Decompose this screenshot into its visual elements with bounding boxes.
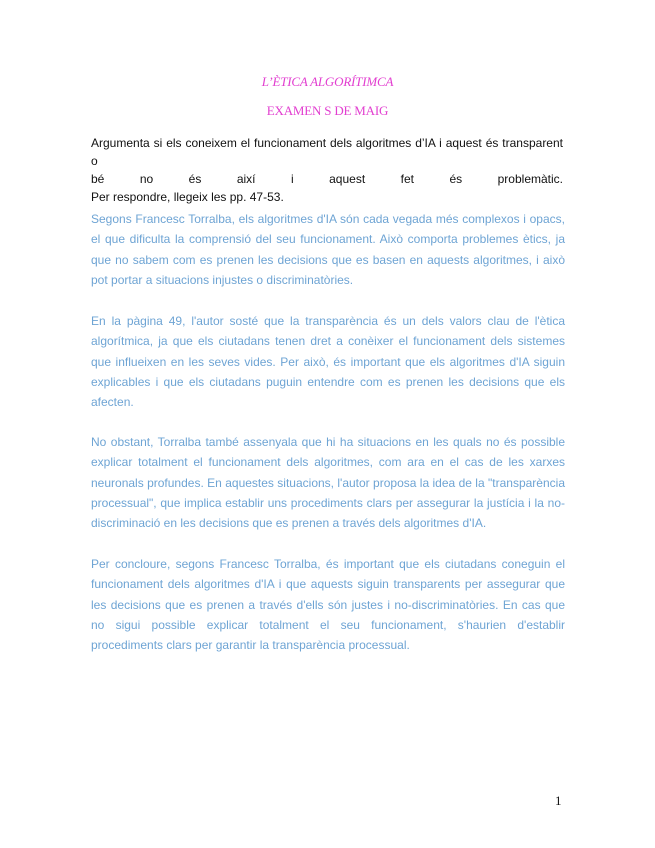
answer-paragraph-2: En la pàgina 49, l'autor sosté que la transparència és un dels valors clau de l'ètica algorítmica, ja que els ciutadans tenen dret a conèixer el funcionament dels sistemes que influeixen en les seves vides. Per això, és important que els algoritmes d'IA siguin explicables i que els ciutadans puguin entendre com es prenen les decisions que els afecten. xyxy=(91,314,565,410)
answer-paragraph-4: Per concloure, segons Francesc Torralba, és important que els ciutadans coneguin el funcionament dels algoritmes d'IA i que aquests siguin transparents per assegurar que les decisions que es prenen a través d'ells són justes i no-discriminatòries. En cas que no sigui possible explicar totalment el seu funcionament, s'haurien d'establir procediments clars per garantir la transparència processual. xyxy=(91,557,565,653)
question-line-2: bé no és així i aquest fet és problemàtic. xyxy=(91,172,563,186)
page-number: 1 xyxy=(555,793,562,808)
answer-paragraph-1: Segons Francesc Torralba, els algoritmes d'IA són cada vegada més complexos i opacs, el que dificulta la comprensió del seu funcionament. Això comporta problemes ètics, ja que no sabem com es prenen les decisions que es basen en aquests algoritmes, i això pot portar a situacions injustes o discriminatòries. xyxy=(91,212,565,287)
exam-question xyxy=(91,134,563,206)
document-subtitle: EXAMEN S DE MAIG xyxy=(266,103,389,118)
answer-paragraph-3: No obstant, Torralba també assenyala que hi ha situacions en les quals no és possible explicar totalment el funcionament dels algoritmes, com ara en el cas de les xarxes neuronals profundes. En aquestes situacions, l'autor proposa la idea de la "transparència processual", que implica establir uns procediments clars per assegurar la justícia i la no-discriminació en les decisions que es prenen a través dels algoritmes d'IA. xyxy=(91,435,565,531)
question-line-1: Argumenta si els coneixem el funcionament dels algoritmes d’IA i aquest és transparent o xyxy=(91,136,563,168)
question-line-3: Per respondre, llegeix les pp. 47-53. xyxy=(91,190,284,204)
document-title: L’ÈTICA ALGORÍTIMCA xyxy=(261,74,394,89)
